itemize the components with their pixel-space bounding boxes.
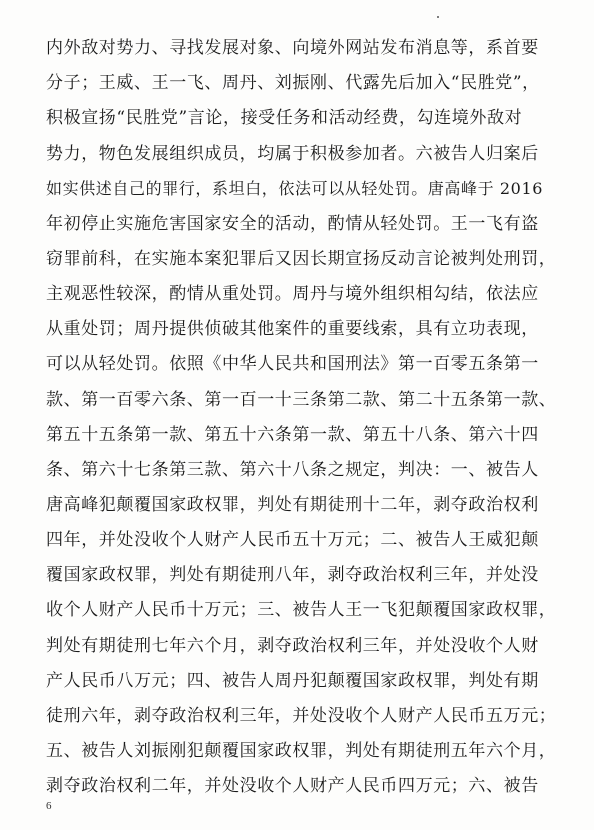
page-number: 6 bbox=[46, 800, 52, 812]
text-line: 收个人财产人民币十万元；三、被告人王一飞犯颠覆国家政权罪， bbox=[46, 600, 557, 620]
text-line: 势力，物色发展组织成员，均属于积极参加者。六被告人归案后 bbox=[46, 144, 539, 164]
text-line: 剥夺政治权利二年，并处没收个人财产人民币四万元；六、被告 bbox=[46, 776, 539, 796]
text-line: 条、第六十七条第三款、第六十八条之规定，判决：一、被告人 bbox=[46, 460, 539, 480]
text-line: 内外敌对势力、寻找发展对象、向境外网站发布消息等，系首要 bbox=[46, 38, 539, 58]
text-line: 唐高峰犯颠覆国家政权罪，判处有期徒刑十二年，剥夺政治权利 bbox=[46, 495, 539, 515]
text-line: 积极宣扬“民胜党”言论，接受任务和活动经费，勾连境外敌对 bbox=[46, 108, 523, 128]
text-line: 第五十五条第一款、第五十六条第一款、第五十八条、第六十四 bbox=[46, 425, 539, 445]
text-line: 四年，并处没收个人财产人民币五十万元；二、被告人王威犯颠 bbox=[46, 530, 539, 550]
text-line: 款、第一百零六条、第一百一十三条第二款、第二十五条第一款、 bbox=[46, 390, 557, 410]
text-line: 产人民币八万元；四、被告人周丹犯颠覆国家政权罪，判处有期 bbox=[46, 671, 539, 691]
text-line: 主观恶性较深，酌情从重处罚。周丹与境外组织相勾结，依法应 bbox=[46, 284, 539, 304]
text-line: 覆国家政权罪，判处有期徒刑八年，剥夺政治权利三年，并处没 bbox=[46, 565, 539, 585]
text-line: 分子；王威、王一飞、周丹、刘振刚、代露先后加入“民胜党”， bbox=[46, 73, 540, 93]
text-line: 从重处罚；周丹提供侦破其他案件的重要线索，具有立功表现， bbox=[46, 319, 539, 339]
text-line: 五、被告人刘振刚犯颠覆国家政权罪，判处有期徒刑五年六个月， bbox=[46, 741, 557, 761]
text-line: 徒刑六年，剥夺政治权利三年，并处没收个人财产人民币五万元； bbox=[46, 706, 557, 726]
text-line: 窃罪前科，在实施本案犯罪后又因长期宣扬反动言论被判处刑罚， bbox=[46, 249, 557, 269]
scan-speck bbox=[437, 16, 439, 18]
text-line: 年初停止实施危害国家安全的活动，酌情从轻处罚。王一飞有盗 bbox=[46, 214, 539, 234]
text-line: 如实供述自己的罪行，系坦白，依法可以从轻处罚。唐高峰于 2016 bbox=[46, 179, 544, 198]
text-line: 可以从轻处罚。依照《中华人民共和国刑法》第一百零五条第一 bbox=[46, 354, 539, 374]
text-line: 判处有期徒刑七年六个月，剥夺政治权利三年，并处没收个人财 bbox=[46, 636, 539, 656]
